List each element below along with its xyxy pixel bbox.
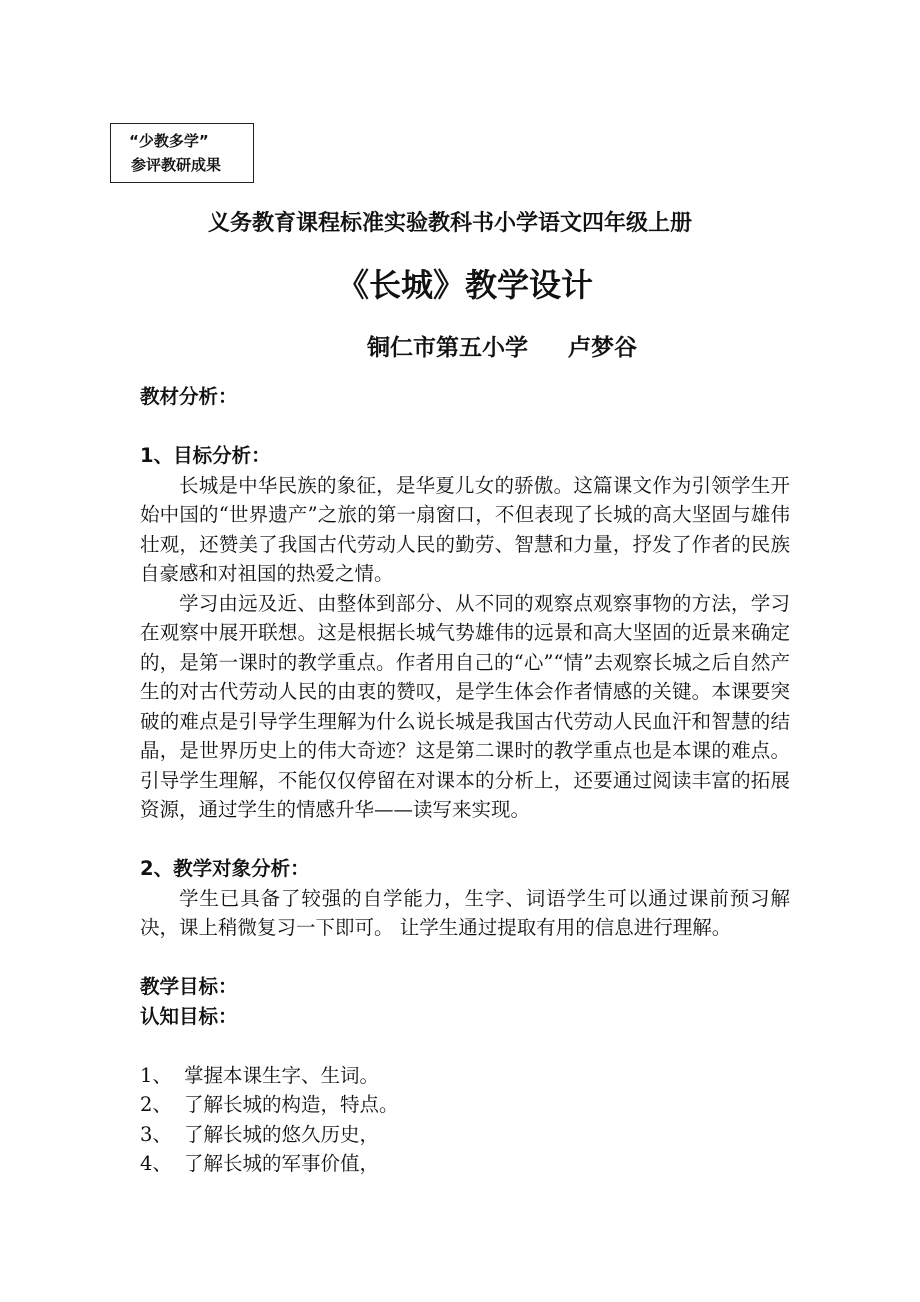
stamp-line-1: “少教多学” (129, 132, 209, 150)
document-body (140, 382, 790, 1179)
research-stamp-box (110, 123, 254, 183)
section-teaching-goals: 教学目标： (140, 975, 238, 998)
goal-analysis-paragraph-2: 学习由远及近、由整体到部分、从不同的观察点观察事物的方法，学习在观察中展开联想。这是根据长城气势雄伟的远景和高大坚固的近景来确定的，是第一课时的教学重点。作者用自己的“心”“情”去观察长城之后自然产生的对古代劳动人民的由衷的赞叹，是学生体会作者情感的关键。本课要突破的难点是引导学生理解为什么说长城是我国古代劳动人民血汗和智慧的结晶，是世界历史上的伟大奇迹？这是第二课时的教学重点也是本课的难点。引导学生理解，不能仅仅停留在对课本的分析上，还要通过阅读丰富的拓展资源，通过学生的情感升华——读写来实现。 (140, 591, 790, 821)
list-item (140, 1061, 790, 1091)
section-cognitive-goals: 认知目标： (140, 1004, 238, 1028)
author-line (42, 332, 920, 364)
author-name: 卢梦谷 (568, 335, 637, 361)
section-goal-analysis: 1、目标分析： (140, 444, 271, 467)
section-material-analysis: 教材分析： (140, 385, 238, 408)
list-item (140, 1120, 790, 1150)
list-item-text: 掌握本课生字、生词。 (184, 1063, 380, 1087)
list-item-number: 4、 (140, 1152, 172, 1175)
goal-analysis-paragraph-1: 长城是中华民族的象征，是华夏儿女的骄傲。这篇课文作为引领学生开始中国的“世界遗产”之旅的第一扇窗口，不但表现了长城的高大坚固与雄伟壮观，还赞美了我国古代劳动人民的勤劳、智慧和力量，抒发了作者的民族自豪感和对祖国的热爱之情。 (140, 473, 790, 585)
list-item-text: 了解长城的悠久历史， (184, 1122, 380, 1146)
list-item (140, 1090, 790, 1120)
student-analysis-paragraph: 学生已具备了较强的自学能力，生字、词语学生可以通过课前预习解决，课上稍微复习一下即可。 让学生通过提取有用的信息进行理解。 (140, 886, 790, 939)
list-item-text: 了解长城的构造，特点。 (184, 1093, 399, 1116)
textbook-series-heading: 义务教育课程标准实验教科书小学语文四年级上册 (207, 211, 692, 236)
section-student-analysis: 2、教学对象分析： (140, 857, 310, 880)
cognitive-goals-list (140, 1061, 790, 1179)
author-school: 铜仁市第五小学 (367, 335, 528, 361)
list-item-number: 3、 (140, 1122, 172, 1146)
page-title: 《长城》教学设计 (336, 266, 593, 304)
list-item (140, 1149, 790, 1179)
list-item-text: 了解长城的军事价值， (184, 1152, 380, 1175)
list-item-number: 2、 (140, 1093, 172, 1116)
stamp-line-2: 参评教研成果 (131, 156, 222, 174)
list-item-number: 1、 (140, 1063, 172, 1087)
